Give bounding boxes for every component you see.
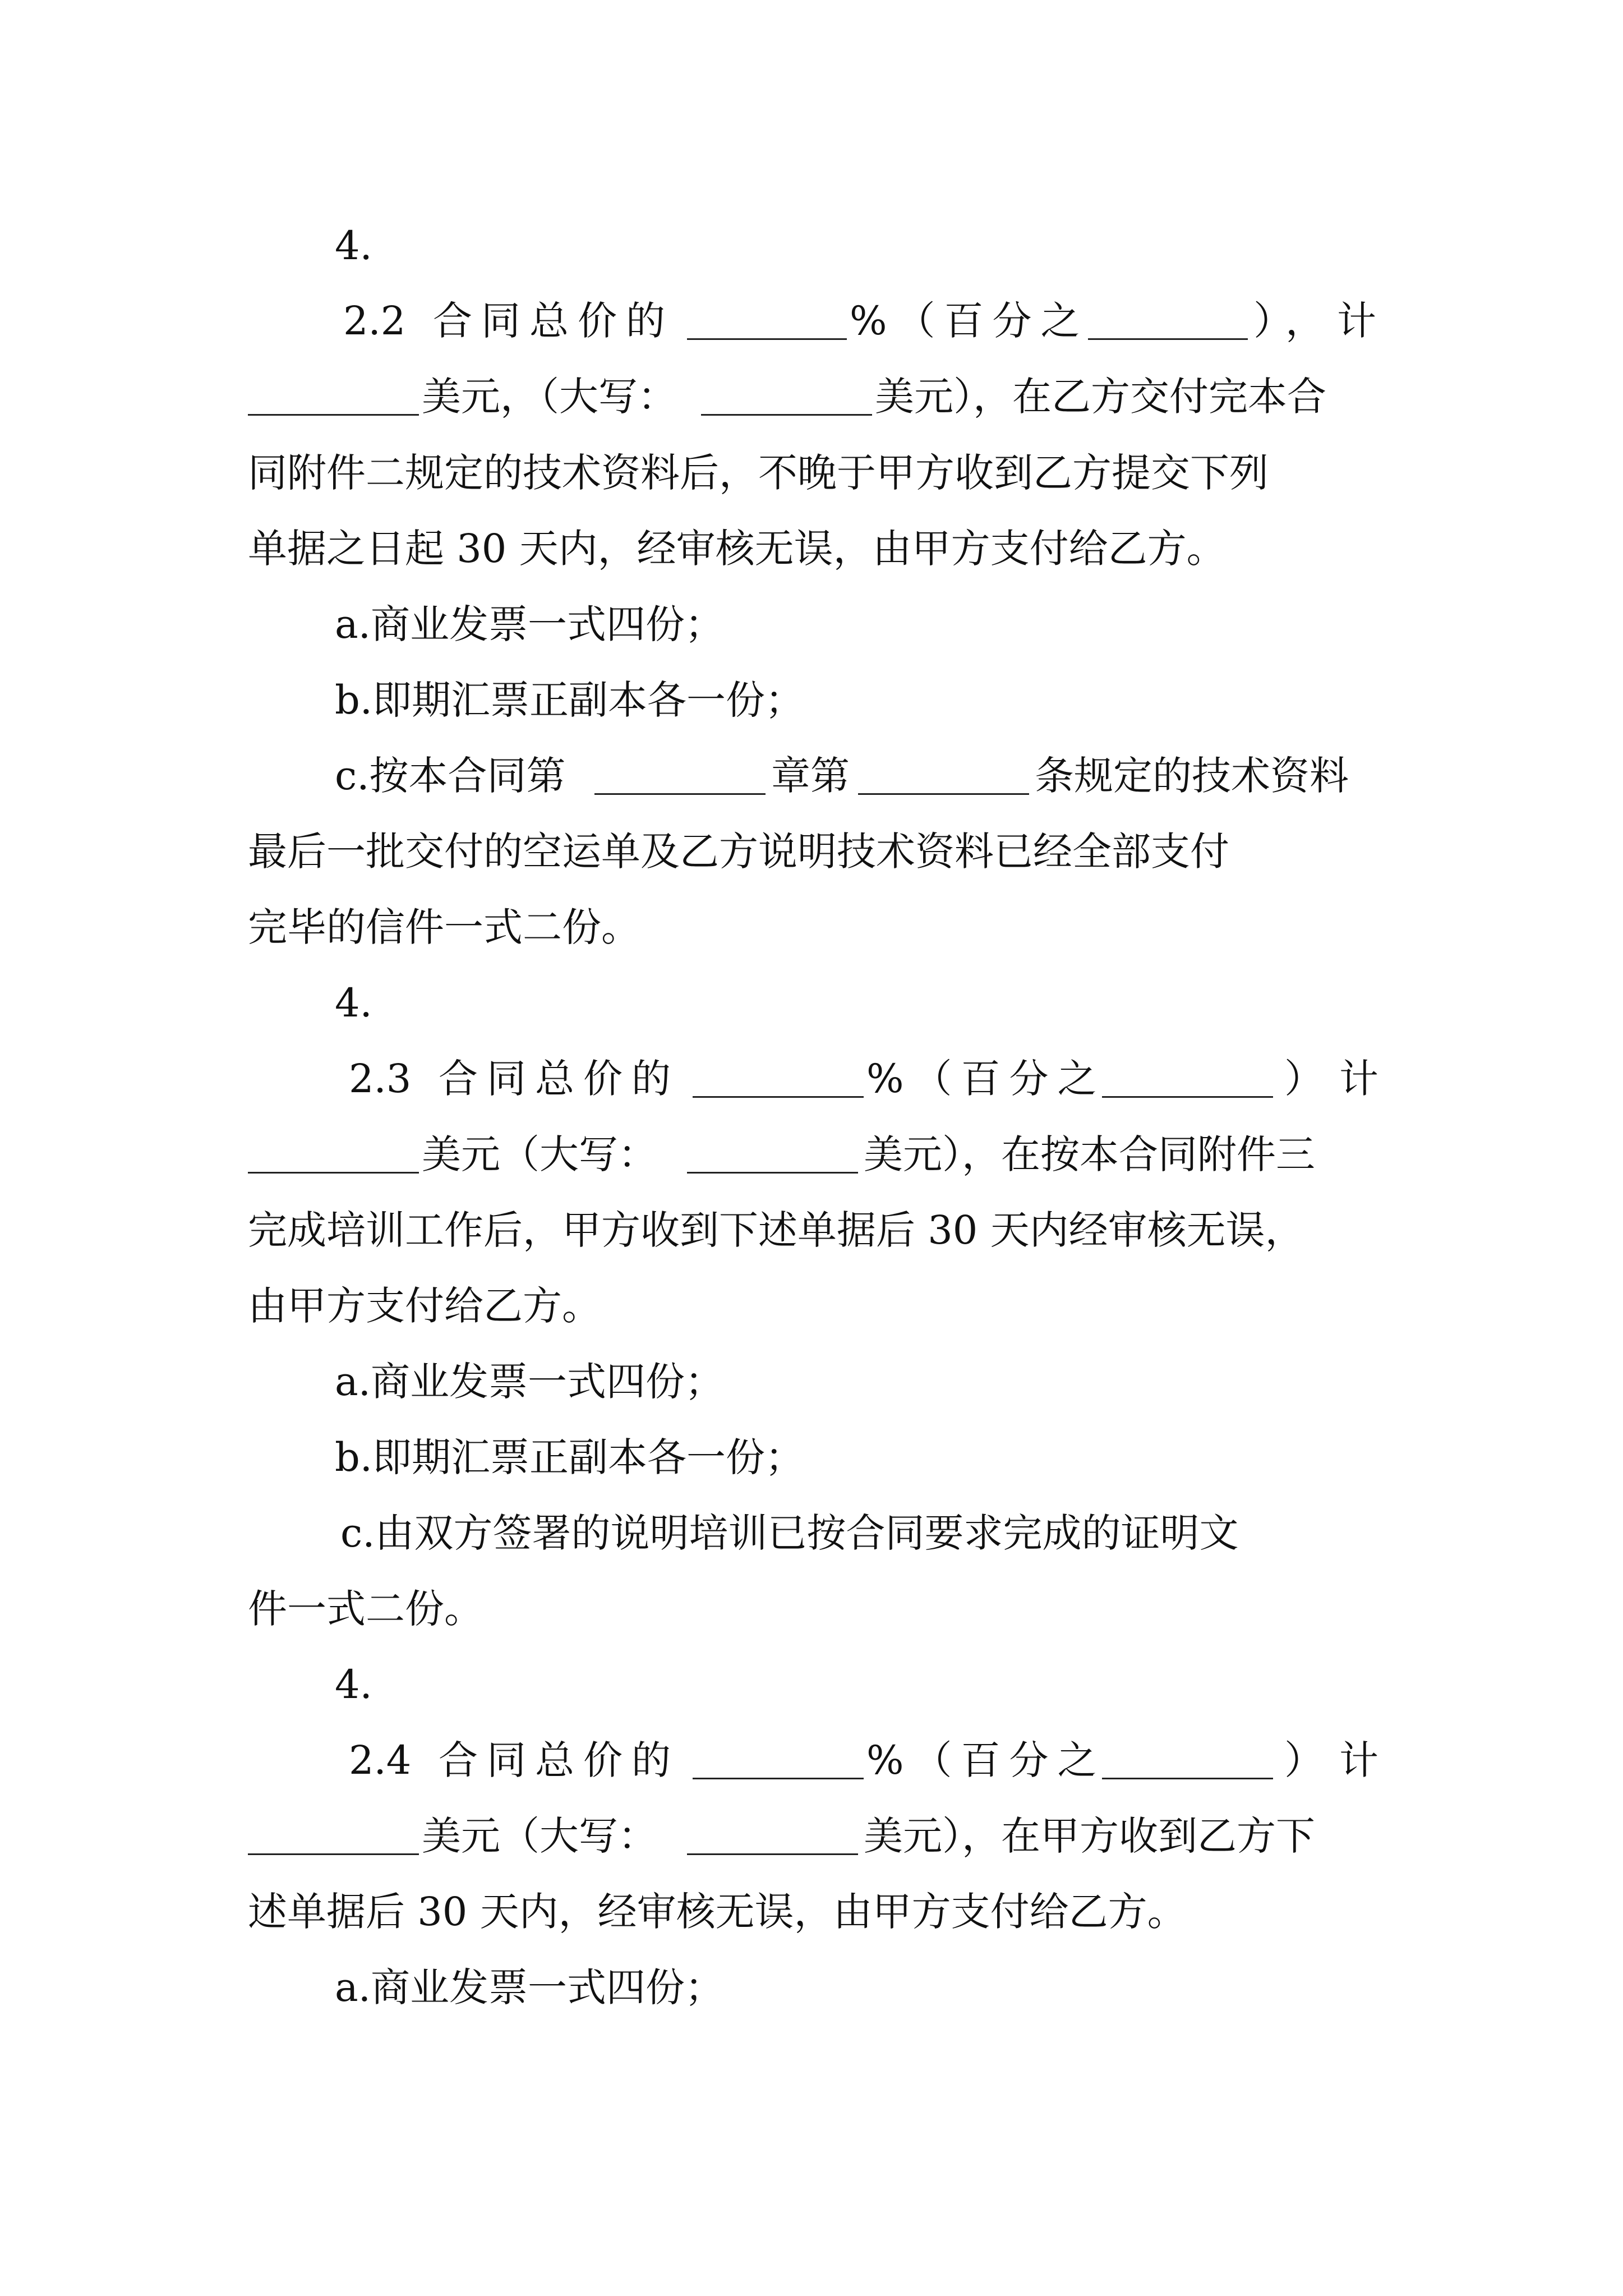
list-item-text: c.由双方签署的说明培训已按合同要求完成的证明文 [340,1510,1239,1556]
clause-text: %（百分之 [866,1056,1106,1102]
body-text: 单据之日起 30 天内，经审核无误，由甲方支付给乙方。 [248,526,1226,572]
clause-text: ）计 [1284,1737,1394,1783]
body-text: 美元（大写： [422,1131,657,1177]
body-line [0,821,1623,882]
clause-text: 合同总价的 [433,298,674,344]
body-line [0,1199,1623,1261]
body-text: 由甲方支付给乙方。 [248,1283,601,1329]
body-text: 最后一批交付的空运单及乙方说明技术资料已经全部支付 [248,829,1229,875]
chapter-blank [594,745,766,795]
clause-number: 2.4 [349,1737,412,1783]
amount-words-blank [701,366,872,416]
section-number [0,215,1623,277]
clause-2-2-heading [0,290,1623,352]
body-text: 完成培训工作后，甲方收到下述单据后 30 天内经审核无误， [248,1207,1304,1253]
list-item-text: a.商业发票一式四份； [335,1359,724,1405]
clause-text: 合同总价的 [439,1737,680,1783]
list-item [0,1502,1623,1564]
percent-words-blank [1088,290,1248,340]
body-text: 美元），在按本合同附件三 [864,1131,1315,1177]
body-line [0,1275,1623,1337]
body-text: 完毕的信件一式二份。 [248,904,640,950]
list-item [0,1427,1623,1488]
section-number-text: 4. [335,1662,372,1708]
list-item-text: b.即期汇票正副本各一份； [335,1434,805,1480]
list-item-text: 章第 [771,753,850,799]
percent-blank [693,1048,864,1098]
percent-words-blank [1102,1048,1273,1098]
list-item [0,669,1623,731]
list-item-text: b.即期汇票正副本各一份； [335,677,805,723]
body-line [0,1805,1623,1867]
clause-number: 2.2 [343,298,406,344]
article-blank [858,745,1029,795]
clause-number: 2.3 [349,1056,412,1102]
list-item-text: a.商业发票一式四份； [335,601,724,647]
amount-words-blank [687,1124,858,1174]
amount-blank [248,366,419,416]
body-line [0,442,1623,504]
list-item [0,1957,1623,2018]
amount-blank [248,1805,419,1855]
section-number-text: 4. [335,223,372,269]
clause-text: 合同总价的 [439,1056,680,1102]
body-line [0,518,1623,579]
amount-blank [248,1124,419,1174]
list-item-text: 条规定的技术资料 [1035,753,1349,799]
clause-text: ），计 [1253,298,1389,344]
percent-words-blank [1102,1729,1273,1779]
list-item-text: a.商业发票一式四份； [335,1964,724,2010]
clause-text: ）计 [1284,1056,1394,1102]
body-text: 件一式二份。 [248,1586,483,1632]
body-text: 美元，（大写： [422,374,677,420]
list-item [0,745,1623,807]
list-item [0,593,1623,655]
clause-2-3-heading [0,1048,1623,1110]
body-line [0,366,1623,427]
body-line [0,1881,1623,1943]
body-text: 同附件二规定的技术资料后，不晚于甲方收到乙方提交下列 [248,450,1269,496]
section-number [0,1654,1623,1715]
list-item-text: c.按本合同第 [335,753,566,799]
clause-text: %（百分之 [866,1737,1106,1783]
body-text: 述单据后 30 天内，经审核无误，由甲方支付给乙方。 [248,1889,1187,1935]
amount-words-blank [687,1805,858,1855]
body-line [0,1124,1623,1185]
section-number-text: 4. [335,980,372,1026]
clause-text: %（百分之 [850,298,1089,344]
section-number [0,972,1623,1034]
body-text: 美元），在甲方收到乙方下 [864,1813,1315,1859]
body-text: 美元（大写： [422,1813,657,1859]
body-line [0,1578,1623,1640]
percent-blank [693,1729,864,1779]
list-item [0,1351,1623,1412]
body-text: 美元），在乙方交付完本合 [875,374,1326,420]
body-line [0,896,1623,958]
percent-blank [687,290,847,340]
clause-2-4-heading [0,1729,1623,1791]
